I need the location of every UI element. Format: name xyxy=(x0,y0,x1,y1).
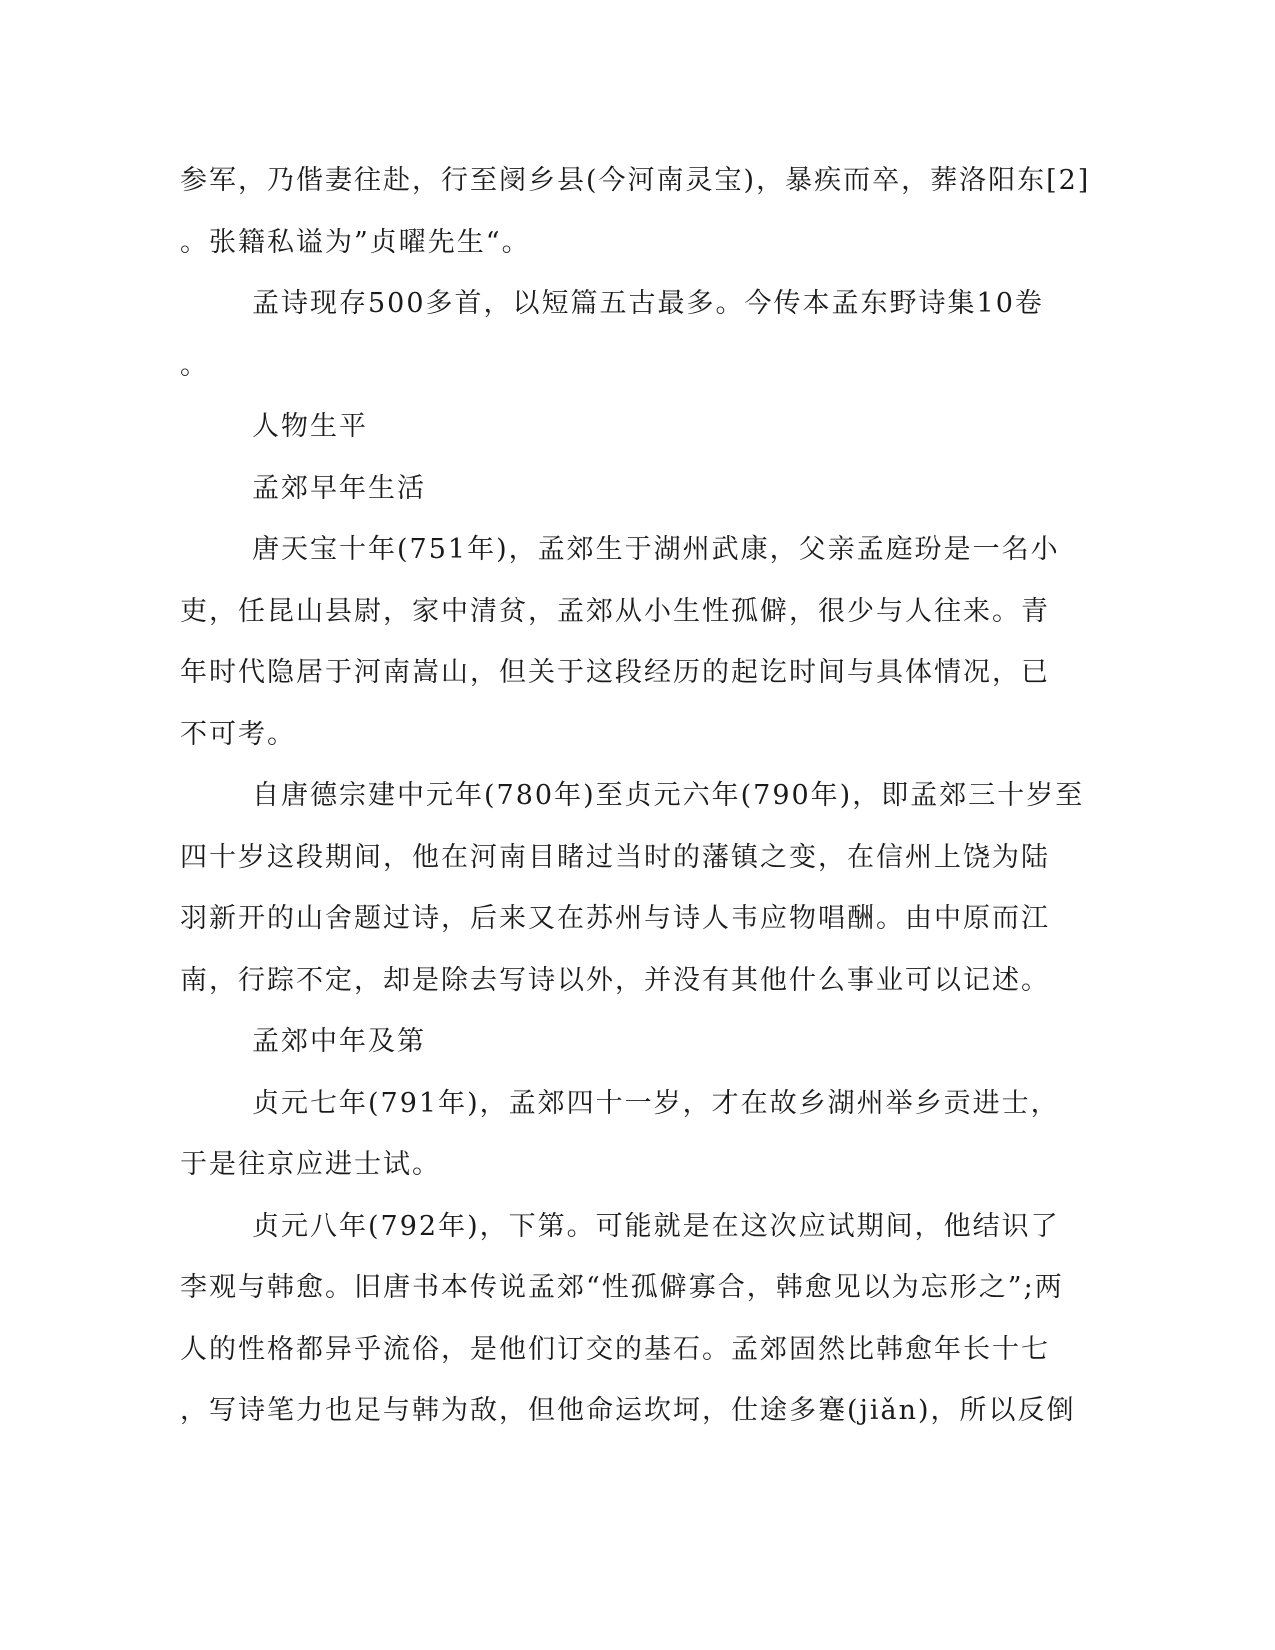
text-line: 年时代隐居于河南嵩山，但关于这段经历的起讫时间与具体情况，已 xyxy=(180,657,1050,688)
paragraph-line: 唐天宝十年(751年)，孟郊生于湖州武康，父亲孟庭玢是一名小 xyxy=(252,534,1060,565)
paragraph-line: 贞元七年(791年)，孟郊四十一岁，才在故乡湖州举乡贡进士， xyxy=(252,1087,1060,1119)
text-line: 吏，任昆山县尉，家中清贫，孟郊从小生性孤僻，很少与人往来。青 xyxy=(180,595,1050,627)
text-line: 人的性格都异乎流俗，是他们订交的基石。孟郊固然比韩愈年长十七 xyxy=(180,1333,1050,1365)
text-line: 不可考。 xyxy=(180,718,296,750)
subsection-heading: 孟郊早年生活 xyxy=(252,472,426,504)
text-line: 于是往京应进士试。 xyxy=(180,1149,441,1180)
paragraph-line: 贞元八年(792年)，下第。可能就是在这次应试期间，他结识了 xyxy=(252,1210,1060,1242)
text-line: 参军，乃偕妻往赴，行至阌乡县(今河南灵宝)，暴疾而卒，葬洛阳东[2] xyxy=(180,165,1091,196)
text-line: 。 xyxy=(180,349,209,381)
text-line: 四十岁这段期间，他在河南目睹过当时的藩镇之变，在信州上饶为陆 xyxy=(180,841,1050,873)
text-line: 李观与韩愈。旧唐书本传说孟郊“性孤僻寡合，韩愈见以为忘形之”;两 xyxy=(180,1272,1064,1303)
text-line: ，写诗笔力也足与韩为敌，但他命运坎坷，仕途多蹇(jiǎn)，所以反倒 xyxy=(180,1395,1076,1426)
text-line: 。张籍私谥为”贞曜先生“。 xyxy=(180,226,531,258)
section-heading: 人物生平 xyxy=(252,411,368,442)
text-line: 羽新开的山舍题过诗，后来又在苏州与诗人韦应物唱酬。由中原而江 xyxy=(180,903,1050,934)
text-line: 南，行踪不定，却是除去写诗以外，并没有其他什么事业可以记述。 xyxy=(180,964,1050,996)
paragraph-line: 自唐德宗建中元年(780年)至贞元六年(790年)，即孟郊三十岁至 xyxy=(252,780,1085,811)
subsection-heading: 孟郊中年及第 xyxy=(252,1026,426,1057)
paragraph-line: 孟诗现存500多首，以短篇五古最多。今传本孟东野诗集10卷 xyxy=(252,288,1044,319)
document-body xyxy=(180,150,1091,1442)
